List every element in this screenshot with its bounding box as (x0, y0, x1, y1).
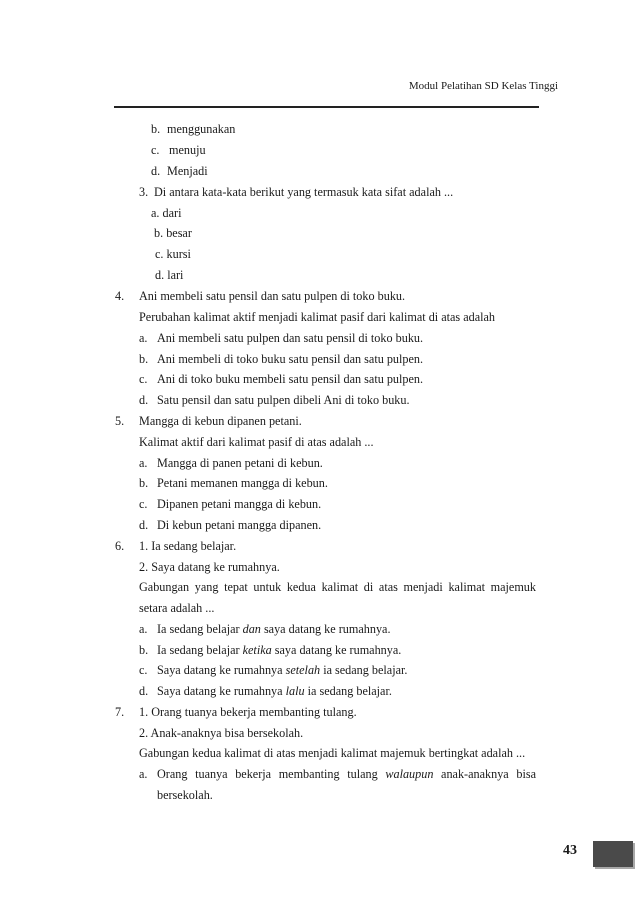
option-text (157, 684, 392, 699)
option-text: menggunakan (167, 122, 236, 136)
option-text-continued: bersekolah. (157, 788, 213, 802)
conjunction: ketika (242, 643, 272, 657)
option-text-pre: Ia sedang belajar (157, 622, 243, 636)
option-letter: c. (139, 372, 148, 386)
option-letter: b. (151, 122, 161, 136)
option-letter: d. (139, 393, 149, 407)
question-instruction: Perubahan kalimat aktif menjadi kalimat pasif dari kalimat di atas adalah (139, 310, 496, 324)
option-text: menuju (169, 143, 206, 157)
option-letter: c. (139, 663, 148, 677)
option: a. dari (151, 206, 182, 220)
question-stem: Mangga di kebun dipanen petani. (139, 414, 302, 428)
question-stem: 2. Saya datang ke rumahnya. (139, 560, 280, 574)
option-letter: c. (139, 497, 148, 511)
conjunction: lalu (285, 684, 305, 698)
question-instruction: Gabungan kedua kalimat di atas menjadi kalimat majemuk bertingkat adalah ... (139, 746, 526, 760)
question-instruction: Gabungan yang tepat untuk kedua kalimat di atas menjadi kalimat majemuk (139, 580, 536, 594)
page-number-tab (593, 841, 633, 867)
option: d. lari (155, 268, 184, 282)
option-text: Ani membeli di toko buku satu pensil dan satu pulpen. (157, 352, 424, 366)
question-number: 7. (115, 705, 125, 719)
question-number: 5. (115, 414, 125, 428)
option-text-post: ia sedang belajar. (304, 684, 392, 698)
question-number: 6. (115, 539, 125, 553)
question-stem: 1. Orang tuanya bekerja membanting tulang. (139, 705, 357, 719)
question-stem: 2. Anak-anaknya bisa bersekolah. (139, 726, 304, 740)
option-text-post: saya datang ke rumahnya. (271, 643, 402, 657)
question-stem: Ani membeli satu pensil dan satu pulpen di toko buku. (139, 289, 406, 303)
option-text: Menjadi (167, 164, 208, 178)
option-text (157, 767, 536, 782)
option-letter: d. (151, 164, 161, 178)
option-letter: a. (139, 622, 148, 636)
option-text: Ani di toko buku membeli satu pensil dan satu pulpen. (157, 372, 424, 386)
option-text: Satu pensil dan satu pulpen dibeli Ani di toko buku. (157, 393, 410, 407)
question-number: 4. (115, 289, 125, 303)
option: b. besar (154, 226, 192, 240)
option: c. kursi (155, 247, 191, 261)
question-stem: 1. Ia sedang belajar. (139, 539, 237, 553)
question-stem: Di antara kata-kata berikut yang termasuk kata sifat adalah ... (154, 185, 454, 199)
page-number: 43 (563, 843, 577, 858)
option-letter: b. (139, 476, 149, 490)
question-number: 3. (139, 185, 149, 199)
option-text: Petani memanen mangga di kebun. (157, 476, 328, 490)
option-text (157, 622, 391, 637)
conjunction: setelah (285, 663, 321, 677)
option-text: Di kebun petani mangga dipanen. (157, 518, 322, 532)
option-letter: c. (151, 143, 160, 157)
option-text-post: saya datang ke rumahnya. (260, 622, 391, 636)
option-text-post: ia sedang belajar. (320, 663, 408, 677)
option-text (157, 643, 401, 658)
option-text-pre: Saya datang ke rumahnya (157, 663, 286, 677)
option-text-pre: Ia sedang belajar (157, 643, 243, 657)
option-letter: b. (139, 352, 149, 366)
option-text-pre: Saya datang ke rumahnya (157, 684, 286, 698)
conjunction: dan (242, 622, 261, 636)
option-letter: a. (139, 331, 148, 345)
question-instruction: Kalimat aktif dari kalimat pasif di atas adalah ... (139, 435, 374, 449)
question-instruction: setara adalah ... (139, 601, 215, 615)
option-text-pre: Orang tuanya bekerja membanting tulang (157, 767, 386, 781)
header-rule (114, 106, 539, 108)
option-letter: a. (139, 767, 148, 781)
option-letter: a. (139, 456, 148, 470)
conjunction: walaupun (385, 767, 434, 781)
option-text-post: anak-anaknya bisa (433, 767, 536, 781)
option-text: Mangga di panen petani di kebun. (157, 456, 323, 470)
option-text (157, 663, 407, 678)
option-text: Dipanen petani mangga di kebun. (157, 497, 322, 511)
option-text: Ani membeli satu pulpen dan satu pensil di toko buku. (157, 331, 424, 345)
option-letter: d. (139, 518, 149, 532)
option-letter: b. (139, 643, 149, 657)
option-letter: d. (139, 684, 149, 698)
running-header: Modul Pelatihan SD Kelas Tinggi (408, 80, 558, 92)
